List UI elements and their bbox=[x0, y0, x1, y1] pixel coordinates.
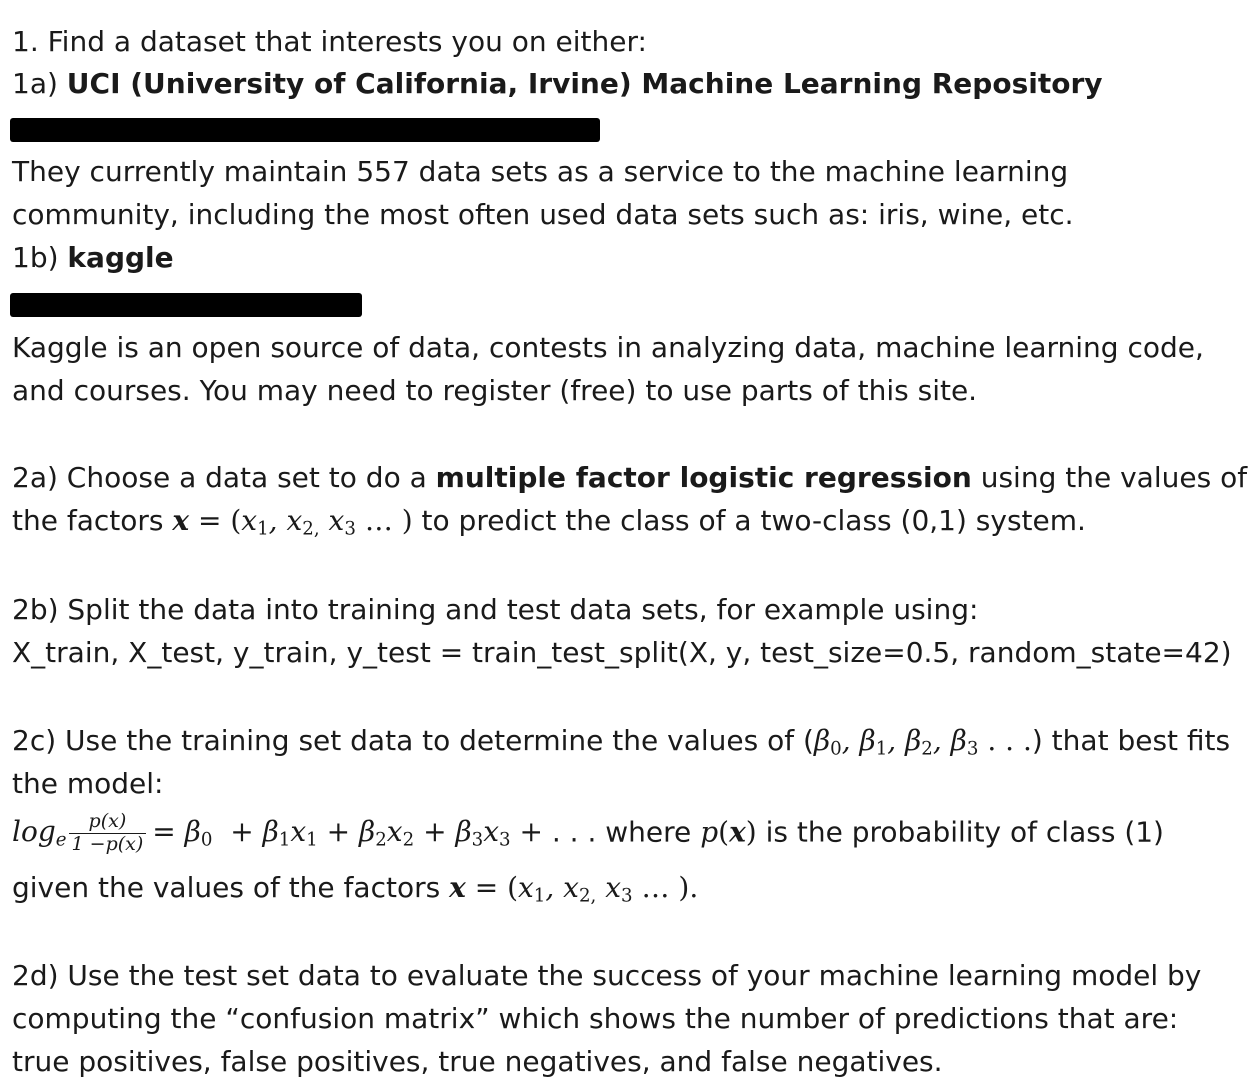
logistic-model-equation: $\log_e$ $\frac{p(x)}{1 -p(x)}$ = $\beta_0 + \beta_1x_1 + \beta_2x_2 + \beta_3x_3$ + . . . where p(x) is the probability of class (1) bbox=[12, 810, 1164, 855]
factors-vector-formula-2: $x = (x_1$, $x_{2,}$ $x_3$ … ). bbox=[449, 871, 699, 907]
item-2d-line-1: 2d) Use the test set data to evaluate the success of your machine learning model by bbox=[12, 959, 1202, 992]
item-2a-line-2: the factors $x = (x_1$, $x_{2,}$ $x_3$ … ) to predict the class of a two-class (0,1) system. bbox=[12, 504, 1086, 540]
kaggle-description-1: Kaggle is an open source of data, contests in analyzing data, machine learning code, bbox=[12, 331, 1204, 364]
item-2c-line-1: 2c) Use the training set data to determine the values of ($\beta_0$, $\beta_1$, $\beta_2$, $\beta_3$ . . .) that best fits bbox=[12, 724, 1231, 760]
item-2c-line-2: the model: bbox=[12, 767, 164, 800]
item-2b-line-1: 2b) Split the data into training and test data sets, for example using: bbox=[12, 593, 979, 626]
uci-description-1: They currently maintain 557 data sets as a service to the machine learning bbox=[12, 155, 1069, 188]
redaction-bar-uci-link bbox=[10, 118, 600, 142]
uci-description-2: community, including the most often used data sets such as: iris, wine, etc. bbox=[12, 198, 1074, 231]
item-1a-heading: 1a) UCI (University of California, Irvine) Machine Learning Repository bbox=[12, 67, 1103, 100]
kaggle-description-2: and courses. You may need to register (free) to use parts of this site. bbox=[12, 374, 978, 407]
uci-title: UCI (University of California, Irvine) Machine Learning Repository bbox=[66, 67, 1103, 100]
item-2a-line-1: 2a) Choose a data set to do a multiple factor logistic regression using the values of bbox=[12, 461, 1248, 494]
redaction-bar-kaggle-link bbox=[10, 293, 362, 317]
intro-line: 1. Find a dataset that interests you on either: bbox=[12, 25, 647, 58]
item-2d-line-2: computing the “confusion matrix” which shows the number of predictions that are: bbox=[12, 1002, 1179, 1035]
item-2b-code-line: X_train, X_test, y_train, y_test = train_test_split(X, y, test_size=0.5, random_state=42) bbox=[12, 636, 1232, 669]
factors-vector-formula: $x = (x_1$, $x_{2,}$ $x_3$ … ) bbox=[172, 504, 413, 540]
item-2c-line-4: given the values of the factors $x = (x_1$, $x_{2,}$ $x_3$ … ). bbox=[12, 871, 699, 907]
item-1b-heading: 1b) kaggle bbox=[12, 241, 174, 274]
beta-coefficients: $\beta_0$, $\beta_1$, $\beta_2$, $\beta_3$ . . . bbox=[813, 724, 1032, 760]
odds-fraction: $\frac{p(x)}{1 -p(x)}$ bbox=[69, 812, 147, 855]
kaggle-title: kaggle bbox=[67, 241, 174, 274]
item-2d-line-3: true positives, false positives, true negatives, and false negatives. bbox=[12, 1045, 943, 1078]
